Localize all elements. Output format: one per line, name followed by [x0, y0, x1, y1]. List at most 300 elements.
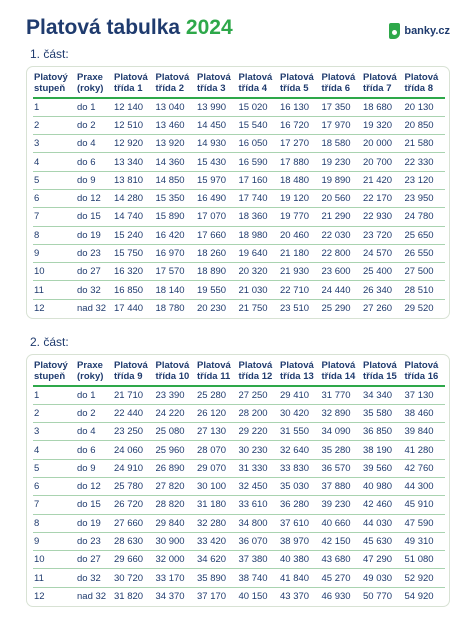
table-cell: do 19: [76, 226, 113, 244]
section-label-part-2: 2. část:: [30, 335, 69, 349]
table-cell: 15 020: [238, 98, 280, 116]
table-cell: 41 840: [279, 569, 321, 587]
column-header-line-2: třída 14: [321, 371, 356, 382]
table-cell: 30 720: [113, 569, 155, 587]
table-cell: 1: [33, 98, 76, 116]
column-header: [113, 359, 155, 386]
table-row: [33, 171, 445, 189]
table-cell: 49 030: [362, 569, 404, 587]
page-title: [26, 16, 233, 40]
column-header: [155, 71, 197, 98]
table-row: [33, 423, 445, 441]
table-cell: 20 460: [279, 226, 321, 244]
table-cell: 15 750: [113, 244, 155, 262]
table-cell: 30 100: [196, 477, 238, 495]
table-row: [33, 532, 445, 550]
column-header-line-1: Platový: [34, 360, 68, 371]
table-cell: 26 120: [196, 404, 238, 422]
table-cell: 24 570: [362, 244, 404, 262]
table-cell: 23 120: [404, 171, 446, 189]
table-cell: 37 610: [279, 514, 321, 532]
column-header: [362, 71, 404, 98]
column-header-line-1: Platová: [363, 72, 397, 83]
column-header: [33, 359, 76, 386]
column-header-line-1: Platová: [114, 360, 148, 371]
table-cell: 15 350: [155, 189, 197, 207]
table-cell: 2: [33, 404, 76, 422]
table-cell: 51 080: [404, 551, 446, 569]
table-cell: 28 510: [404, 281, 446, 299]
table-cell: 18 680: [362, 98, 404, 116]
banky-logo[interactable]: [389, 22, 450, 40]
table-cell: 38 740: [238, 569, 280, 587]
table-row: [33, 496, 445, 514]
table-row: [33, 226, 445, 244]
table-cell: do 9: [76, 459, 113, 477]
table-cell: 16 590: [238, 153, 280, 171]
column-header-line-2: stupeň: [34, 83, 66, 94]
table-cell: 16 130: [279, 98, 321, 116]
table-cell: 19 640: [238, 244, 280, 262]
column-header-line-1: Platový: [34, 72, 68, 83]
table-cell: 16 320: [113, 263, 155, 281]
table-cell: 29 220: [238, 423, 280, 441]
table-cell: do 32: [76, 281, 113, 299]
table-row: [33, 189, 445, 207]
table-cell: 40 980: [362, 477, 404, 495]
table-cell: 20 850: [404, 116, 446, 134]
table-cell: 20 560: [321, 189, 363, 207]
table-header-row: [33, 359, 445, 386]
table-cell: 47 590: [404, 514, 446, 532]
table-cell: 30 230: [238, 441, 280, 459]
table-cell: 18 260: [196, 244, 238, 262]
column-header-line-2: třída 8: [404, 83, 434, 94]
table-cell: 36 280: [279, 496, 321, 514]
table-cell: 37 380: [238, 551, 280, 569]
column-header-line-2: třída 10: [155, 371, 190, 382]
table-cell: 18 580: [321, 135, 363, 153]
table-cell: 33 170: [155, 569, 197, 587]
table-cell: do 2: [76, 116, 113, 134]
table-cell: 23 600: [321, 263, 363, 281]
table-cell: do 23: [76, 532, 113, 550]
table-cell: 20 000: [362, 135, 404, 153]
table-cell: do 15: [76, 208, 113, 226]
page-header: [26, 14, 450, 48]
table-cell: 22 170: [362, 189, 404, 207]
column-header-line-2: (roky): [77, 83, 104, 94]
table-row: [33, 208, 445, 226]
table-cell: 28 070: [196, 441, 238, 459]
table-cell: 42 150: [321, 532, 363, 550]
table-cell: 4: [33, 153, 76, 171]
table-cell: 29 410: [279, 386, 321, 404]
table-cell: 33 830: [279, 459, 321, 477]
table-cell: 37 880: [321, 477, 363, 495]
column-header-line-2: třída 9: [114, 371, 143, 382]
table-cell: 42 460: [362, 496, 404, 514]
table-cell: 13 460: [155, 116, 197, 134]
salary-table-part-2: [26, 354, 450, 607]
table-cell: 22 440: [113, 404, 155, 422]
table-cell: 25 280: [196, 386, 238, 404]
table-row: [33, 404, 445, 422]
table-cell: 24 060: [113, 441, 155, 459]
table-cell: 12 920: [113, 135, 155, 153]
table-cell: 19 550: [196, 281, 238, 299]
table-cell: 10: [33, 263, 76, 281]
section-label-part-1: 1. část:: [30, 47, 69, 61]
table-cell: 26 550: [404, 244, 446, 262]
table-cell: 16 490: [196, 189, 238, 207]
table-cell: 12 140: [113, 98, 155, 116]
table-cell: 24 440: [321, 281, 363, 299]
table-row: [33, 551, 445, 569]
table-cell: 26 890: [155, 459, 197, 477]
table-cell: 21 030: [238, 281, 280, 299]
table-cell: do 4: [76, 135, 113, 153]
table-cell: 39 230: [321, 496, 363, 514]
column-header: [404, 71, 446, 98]
table-row: [33, 263, 445, 281]
table-cell: 14 850: [155, 171, 197, 189]
column-header-line-2: (roky): [77, 371, 104, 382]
table-cell: do 6: [76, 153, 113, 171]
table-cell: do 15: [76, 496, 113, 514]
table-cell: 33 610: [238, 496, 280, 514]
table-cell: 19 890: [321, 171, 363, 189]
table-cell: 23 950: [404, 189, 446, 207]
table-cell: 34 090: [321, 423, 363, 441]
table-cell: 6: [33, 189, 76, 207]
table-cell: 11: [33, 569, 76, 587]
table-cell: 25 290: [321, 303, 351, 315]
table-cell: do 4: [76, 423, 113, 441]
table-cell: 21 930: [279, 263, 321, 281]
table-cell: 38 190: [362, 441, 404, 459]
table-row: [33, 477, 445, 495]
table-cell: 21 290: [321, 208, 363, 226]
column-header-line-1: Platová: [238, 72, 273, 83]
table-body: [33, 386, 445, 606]
table-cell: 19 320: [362, 116, 404, 134]
table-row: [33, 386, 445, 404]
banky-logo-icon: [389, 23, 400, 39]
column-header-line-1: Praxe: [77, 360, 103, 371]
table-cell: 22 930: [362, 208, 404, 226]
table-cell: 9: [33, 244, 76, 262]
table-cell: 7: [33, 496, 76, 514]
column-header-line-1: Platová: [280, 360, 314, 371]
table-cell: 10: [33, 551, 76, 569]
table-cell: 17 160: [238, 171, 280, 189]
table-cell: 15 240: [113, 226, 155, 244]
table-cell: 21 580: [404, 135, 446, 153]
column-header-line-2: třída 5: [280, 83, 309, 94]
column-header: [33, 71, 76, 98]
table-cell: 16 420: [155, 226, 197, 244]
table-cell: 31 180: [196, 496, 238, 514]
table-cell: 11: [33, 281, 76, 299]
table-cell: 18 360: [238, 208, 280, 226]
logo-text: banky.cz: [404, 25, 450, 37]
column-header-line-1: Platová: [197, 72, 231, 83]
table-cell: 18 890: [196, 263, 238, 281]
table-cell: 21 180: [279, 244, 321, 262]
table-cell: do 27: [76, 551, 113, 569]
table-cell: 38 970: [279, 532, 321, 550]
column-header-line-1: Platová: [155, 72, 190, 83]
table-cell: 8: [33, 226, 76, 244]
column-header: [76, 359, 113, 386]
table-cell: 39 560: [362, 459, 404, 477]
table-cell: do 6: [76, 441, 113, 459]
column-header-line-2: třída 13: [280, 371, 314, 382]
table-cell: 17 660: [196, 226, 238, 244]
table-row: [33, 514, 445, 532]
table-cell: 43 370: [280, 591, 310, 603]
table-cell: 44 030: [362, 514, 404, 532]
table-cell: 22 330: [404, 153, 446, 171]
table-row: [33, 98, 445, 116]
table-cell: 31 550: [279, 423, 321, 441]
table-cell: 24 780: [404, 208, 446, 226]
table-cell: 26 720: [113, 496, 155, 514]
table-cell: do 12: [76, 189, 113, 207]
table-cell: 17 880: [279, 153, 321, 171]
table-cell: 2: [33, 116, 76, 134]
table-cell: 4: [33, 441, 76, 459]
column-header-line-1: Platová: [280, 72, 314, 83]
table-cell: 29 070: [196, 459, 238, 477]
column-header-line-1: Platová: [155, 360, 190, 371]
table-cell: 34 620: [196, 551, 238, 569]
table-cell: 33 420: [196, 532, 238, 550]
salary-table-part-1: [26, 66, 450, 319]
table-row: [33, 153, 445, 171]
table-cell: do 2: [76, 404, 113, 422]
table-cell: 23 390: [155, 386, 197, 404]
column-header-line-2: třída 15: [363, 371, 397, 382]
table-header-row: [33, 71, 445, 98]
column-header-line-1: Platová: [363, 360, 397, 371]
table-cell: 43 680: [321, 551, 363, 569]
column-header-line-2: třída 4: [238, 83, 268, 94]
table-cell: 15 540: [238, 116, 280, 134]
table-cell: 45 630: [362, 532, 404, 550]
table-cell: 17 270: [279, 135, 321, 153]
table-cell: 14 740: [113, 208, 155, 226]
table-cell: 17 970: [321, 116, 363, 134]
column-header: [404, 359, 446, 386]
column-header: [238, 359, 280, 386]
table-cell: 5: [33, 459, 76, 477]
table-cell: 15 430: [196, 153, 238, 171]
table-cell: 44 300: [404, 477, 446, 495]
column-header: [279, 71, 321, 98]
column-header-line-2: třída 16: [404, 371, 439, 382]
table-cell: 22 710: [279, 281, 321, 299]
table-cell: 49 310: [404, 532, 446, 550]
table-cell: do 12: [76, 477, 113, 495]
table-cell: 27 250: [238, 386, 280, 404]
column-header: [196, 359, 238, 386]
table-cell: 17 440: [114, 303, 144, 315]
table-cell: 22 800: [321, 244, 363, 262]
column-header-line-1: Platová: [114, 72, 148, 83]
table-cell: 12 510: [113, 116, 155, 134]
table-cell: 46 930: [321, 591, 351, 603]
column-header: [279, 359, 321, 386]
table-cell: 28 200: [238, 404, 280, 422]
table-cell: 26 340: [362, 281, 404, 299]
table-cell: 29 660: [113, 551, 155, 569]
table-part-2: [33, 359, 445, 606]
table-cell: 19 770: [279, 208, 321, 226]
column-header-line-2: třída 3: [197, 83, 226, 94]
table-cell: nad 32: [77, 591, 107, 603]
column-header-line-2: třída 6: [321, 83, 351, 94]
table-cell: 19 120: [279, 189, 321, 207]
table-row: [33, 299, 445, 317]
table-cell: 17 570: [155, 263, 197, 281]
table-cell: do 19: [76, 514, 113, 532]
table-row: [33, 441, 445, 459]
table-cell: 32 890: [321, 404, 363, 422]
table-cell: 45 910: [404, 496, 446, 514]
table-cell: 25 780: [113, 477, 155, 495]
table-cell: do 9: [76, 171, 113, 189]
table-cell: 28 630: [113, 532, 155, 550]
table-cell: 22 030: [321, 226, 363, 244]
title-year: 2024: [185, 16, 233, 39]
table-part-1: [33, 71, 445, 318]
column-header-line-1: Platová: [321, 72, 356, 83]
table-cell: 30 900: [155, 532, 197, 550]
table-cell: 17 070: [196, 208, 238, 226]
column-header-line-2: třída 7: [363, 83, 392, 94]
table-cell: 21 420: [362, 171, 404, 189]
table-cell: 31 770: [321, 386, 363, 404]
column-header: [321, 71, 363, 98]
table-cell: 40 380: [279, 551, 321, 569]
table-cell: 14 280: [113, 189, 155, 207]
table-body: [33, 98, 445, 318]
table-cell: 3: [33, 423, 76, 441]
table-cell: 18 780: [155, 303, 185, 315]
column-header-line-2: třída 12: [238, 371, 273, 382]
table-cell: 15 890: [155, 208, 197, 226]
table-cell: 35 030: [279, 477, 321, 495]
table-cell: 21 710: [113, 386, 155, 404]
table-cell: 14 450: [196, 116, 238, 134]
column-header: [238, 71, 280, 98]
column-header-line-1: Praxe: [77, 72, 103, 83]
table-cell: 37 130: [404, 386, 446, 404]
table-cell: nad 32: [77, 303, 107, 315]
table-cell: 35 890: [196, 569, 238, 587]
table-cell: do 23: [76, 244, 113, 262]
table-cell: 36 850: [362, 423, 404, 441]
table-cell: 5: [33, 171, 76, 189]
table-cell: 34 370: [155, 591, 185, 603]
table-cell: 9: [33, 532, 76, 550]
column-header: [362, 359, 404, 386]
column-header-line-1: Platová: [404, 72, 439, 83]
table-cell: 29 520: [404, 303, 434, 315]
table-row: [33, 135, 445, 153]
table-cell: 12: [34, 303, 45, 315]
table-row: [33, 459, 445, 477]
table-row: [33, 116, 445, 134]
table-cell: 31 330: [238, 459, 280, 477]
table-cell: 27 130: [196, 423, 238, 441]
column-header-line-2: třída 1: [114, 83, 143, 94]
table-cell: 30 420: [279, 404, 321, 422]
table-cell: 17 350: [321, 98, 363, 116]
table-cell: 34 800: [238, 514, 280, 532]
table-cell: 40 660: [321, 514, 363, 532]
table-cell: 38 460: [404, 404, 446, 422]
table-cell: 7: [33, 208, 76, 226]
table-cell: 25 960: [155, 441, 197, 459]
table-cell: 16 050: [238, 135, 280, 153]
table-cell: 18 140: [155, 281, 197, 299]
table-row: [33, 244, 445, 262]
column-header-line-1: Platová: [404, 360, 439, 371]
table-cell: 35 280: [321, 441, 363, 459]
table-cell: 42 760: [404, 459, 446, 477]
table-cell: 27 260: [363, 303, 393, 315]
column-header: [113, 71, 155, 98]
table-cell: 35 580: [362, 404, 404, 422]
table-cell: 12: [34, 591, 45, 603]
table-cell: 13 990: [196, 98, 238, 116]
column-header: [76, 71, 113, 98]
table-cell: 34 340: [362, 386, 404, 404]
column-header: [321, 359, 363, 386]
column-header-line-1: Platová: [197, 360, 231, 371]
table-cell: 20 130: [404, 98, 446, 116]
column-header-line-1: Platová: [321, 360, 356, 371]
table-cell: 14 930: [196, 135, 238, 153]
table-cell: 27 820: [155, 477, 197, 495]
column-header-line-2: stupeň: [34, 371, 66, 382]
title-text: Platová tabulka: [26, 16, 181, 39]
column-header-line-2: třída 2: [155, 83, 185, 94]
table-cell: do 1: [76, 98, 113, 116]
table-row: [33, 281, 445, 299]
table-cell: 23 510: [280, 303, 310, 315]
table-cell: 14 360: [155, 153, 197, 171]
column-header-line-1: Platová: [238, 360, 273, 371]
table-cell: 8: [33, 514, 76, 532]
table-cell: 20 700: [362, 153, 404, 171]
table-cell: 13 810: [113, 171, 155, 189]
table-cell: 52 920: [404, 569, 446, 587]
table-cell: 28 820: [155, 496, 197, 514]
table-cell: 20 230: [197, 303, 227, 315]
table-cell: 20 320: [238, 263, 280, 281]
table-cell: 19 230: [321, 153, 363, 171]
table-cell: 32 000: [155, 551, 197, 569]
table-cell: 21 750: [238, 303, 268, 315]
table-cell: do 27: [76, 263, 113, 281]
table-cell: 27 660: [113, 514, 155, 532]
table-row: [33, 587, 445, 605]
table-cell: 13 040: [155, 98, 197, 116]
